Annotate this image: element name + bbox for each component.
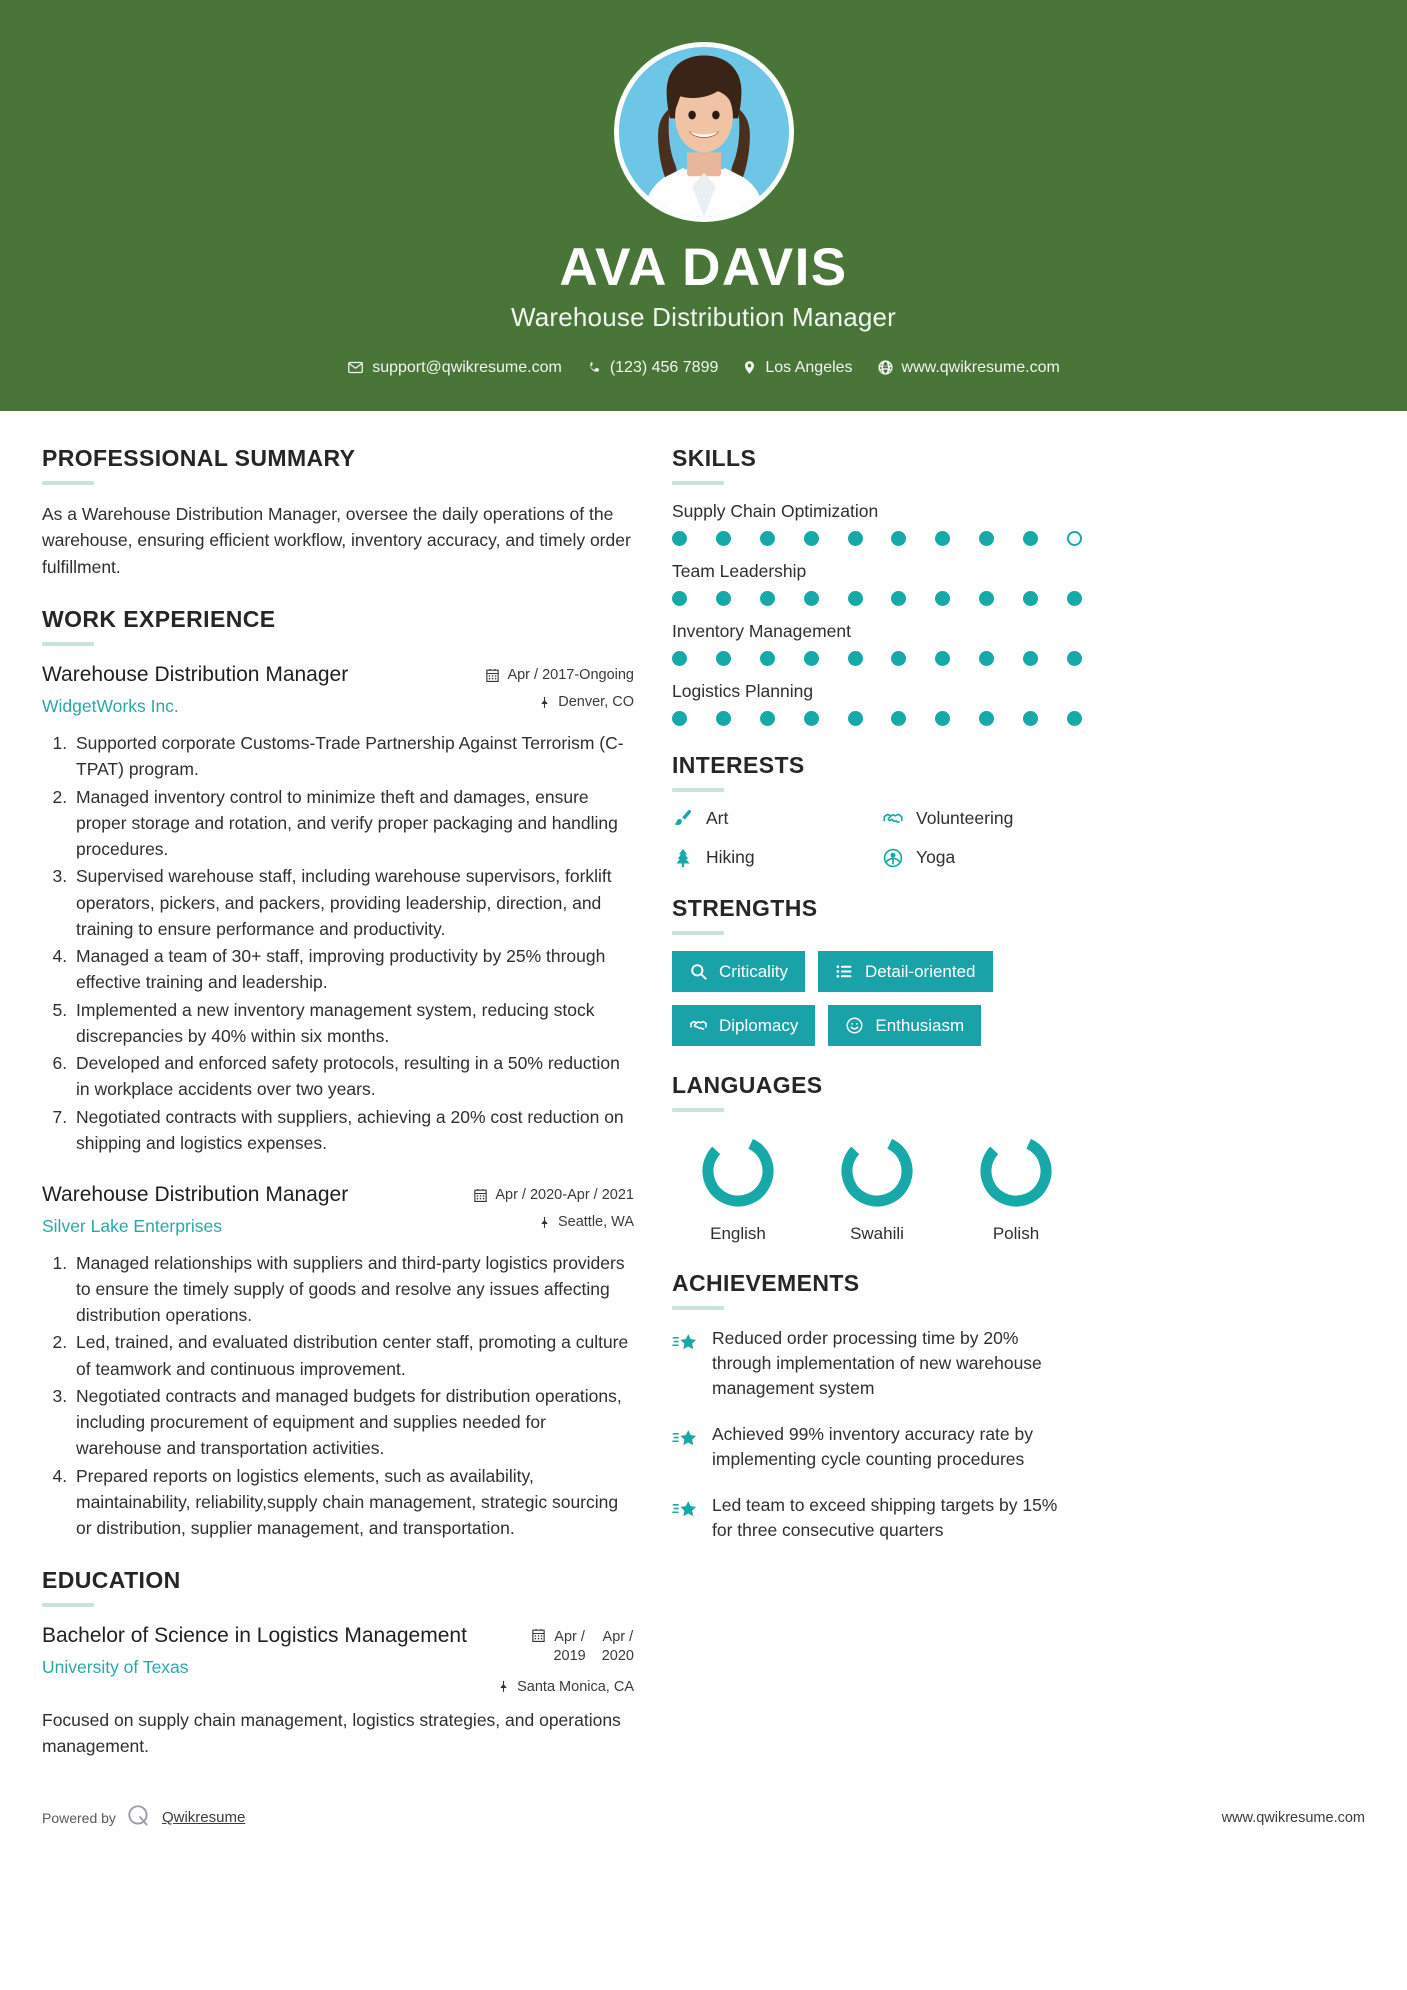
skill-rating [672,531,1082,546]
skill-dot [672,711,687,726]
work-bullet: 1. Supported corporate Customs-Trade Partnership Against Terrorism (C-TPAT) program. [72,730,634,783]
work-location-text: Seattle, WA [557,1214,634,1231]
calendar-icon [531,1628,546,1647]
interest-item [882,847,1082,869]
skill-dot [848,711,863,726]
footer-url: www.qwikresume.com [1221,1809,1365,1826]
interest-label: Hiking [706,847,755,868]
skill-dot [672,531,687,546]
pin-icon [538,695,551,710]
education-entry-list [42,1623,634,1759]
achievement-item [672,1422,1082,1473]
skill-item [672,621,1082,666]
skill-dot [1023,651,1038,666]
language-item [817,1132,937,1244]
section-title-interests: INTERESTS [672,751,805,778]
interest-label: Yoga [916,847,956,868]
globe-icon [877,359,894,376]
language-progress-ring [956,1132,1076,1210]
section-rule [42,481,94,485]
work-bullet: 2. Managed inventory control to minimize theft and damages, ensure proper storage and rotation, and verify proper packaging and handling procedures. [72,784,634,863]
skill-item [672,681,1082,726]
work-entry-main [42,1182,459,1237]
qwikresume-logo-icon [126,1803,152,1832]
strength-label: Criticality [719,961,788,981]
skill-dot [804,711,819,726]
education-date-start: Apr / 2019 [553,1629,586,1664]
work-entry-header [42,662,634,717]
skill-dot [848,531,863,546]
language-progress-ring [678,1132,798,1210]
section-title-skills: SKILLS [672,444,757,471]
skill-dot [1023,711,1038,726]
shooting-star-icon [672,1422,698,1451]
achievement-item [672,1493,1082,1544]
skill-dot [716,531,731,546]
phone-icon [586,360,602,376]
work-company[interactable]: Silver Lake Enterprises [42,1215,222,1236]
work-date [473,1187,634,1203]
skill-name: Logistics Planning [672,680,814,701]
section-title-strengths: STRENGTHS [672,894,818,921]
skill-dot [1067,591,1082,606]
skill-dot [760,651,775,666]
skill-dot [935,651,950,666]
candidate-name: AVA DAVIS [559,238,848,297]
work-location [473,1214,634,1230]
education-date-end: Apr / 2020 [601,1629,634,1664]
map-pin-icon [742,359,757,376]
section-rule [672,788,724,792]
list-icon [835,962,854,981]
skill-dot [1067,651,1082,666]
skill-dot [760,591,775,606]
resume-footer [0,1793,1407,1854]
interest-item [672,847,872,869]
strength-list [672,951,1082,1046]
language-item [956,1132,1076,1244]
education-location [497,1679,634,1695]
language-progress-ring [817,1132,937,1210]
resume-body [0,411,1407,1786]
section-rule [42,642,94,646]
language-name: English [710,1223,766,1243]
skill-dot [1023,591,1038,606]
tree-icon [672,847,694,869]
work-bullet: 1. Managed relationships with suppliers and third-party logistics providers to ensure the timely supply of goods and resolve any issues affecting distribution operations. [72,1250,634,1329]
pin-icon [538,1215,551,1230]
skill-dot [979,651,994,666]
strength-chip[interactable] [828,1005,981,1046]
section-title-languages: LANGUAGES [672,1071,823,1098]
work-bullet: 2. Led, trained, and evaluated distribution center staff, promoting a culture of teamwork and continuous improvement. [72,1329,634,1382]
calendar-icon [473,1188,488,1203]
section-title-achievements: ACHIEVEMENTS [672,1269,860,1296]
skill-item [672,501,1082,546]
section-rule [672,1108,724,1112]
qwikresume-link[interactable]: Qwikresume [161,1809,246,1827]
section-rule [672,1306,724,1310]
handshake-icon [689,1016,708,1035]
education-entry-main [42,1623,483,1678]
skill-dot [1023,531,1038,546]
skill-name: Supply Chain Optimization [672,500,879,521]
right-column [672,445,1082,1570]
contact-website-text: www.qwikresume.com [901,358,1060,376]
achievement-list [672,1326,1082,1544]
section-languages [672,1072,1082,1244]
section-strengths [672,895,1082,1046]
achievement-item [672,1326,1082,1402]
education-date [497,1628,634,1664]
work-location [485,694,634,710]
section-education [42,1567,634,1759]
education-entry-meta [497,1623,634,1694]
section-rule [672,481,724,485]
work-entry [42,662,634,1156]
interest-list [672,808,1082,869]
section-work-experience [42,606,634,1541]
strength-chip[interactable] [672,951,805,992]
skill-dot [716,591,731,606]
language-name: Polish [992,1223,1040,1243]
work-bullet: 5. Implemented a new inventory management system, reducing stock discrepancies by 40% within six months. [72,997,634,1050]
contact-row [0,359,1407,377]
calendar-icon [485,668,500,683]
skill-dot [804,591,819,606]
skill-dot [891,651,906,666]
resume-header [0,0,1407,411]
skill-dot [848,591,863,606]
left-column [42,445,634,1786]
contact-phone[interactable] [580,359,725,377]
yoga-icon [882,847,904,869]
skill-item [672,561,1082,606]
section-interests [672,752,1082,869]
skill-dot [672,591,687,606]
powered-by-label: Powered by [42,1809,116,1826]
skill-dot [1067,711,1082,726]
skill-dot [935,531,950,546]
strength-label: Diplomacy [719,1015,799,1035]
section-rule [672,931,724,935]
contact-phone-text: (123) 456 7899 [609,358,719,376]
education-degree: Bachelor of Science in Logistics Management [42,1624,467,1648]
pin-icon [497,1679,510,1694]
education-date-range [553,1628,634,1664]
interest-label: Art [706,808,729,829]
summary-text: As a Warehouse Distribution Manager, oversee the daily operations of the warehouse, ensuring efficient workflow, inventory accuracy, and timely order fulfillment. [42,503,631,577]
skill-dot [891,591,906,606]
skill-list [672,501,1082,726]
work-date [485,667,634,683]
interest-item [672,808,872,830]
work-date-text: Apr / 2017-Ongoing [507,667,634,684]
skill-dot [760,531,775,546]
work-bullet: 7. Negotiated contracts with suppliers, achieving a 20% cost reduction on shipping and logistics expenses. [72,1104,634,1157]
powered-by [42,1803,245,1832]
section-skills [672,445,1082,726]
skill-dot [935,591,950,606]
smiley-icon [845,1016,864,1035]
language-list [672,1128,1082,1244]
work-entry [42,1182,634,1541]
strength-label: Detail-oriented [864,961,976,981]
language-item [678,1132,798,1244]
education-location-text: Santa Monica, CA [517,1678,634,1695]
search-icon [689,962,708,981]
work-bullet: 3. Supervised warehouse staff, including warehouse supervisors, forklift operators, pickers, and packers, providing leadership, direction, and training to ensure performance and productivity. [72,863,634,942]
contact-email[interactable] [341,359,568,377]
section-title-education: EDUCATION [42,1567,181,1594]
work-bullet-list [42,1250,634,1542]
work-bullet-list [42,730,634,1156]
work-role: Warehouse Distribution Manager [42,1183,349,1207]
skill-dot [672,651,687,666]
work-date-text: Apr / 2020-Apr / 2021 [495,1187,634,1204]
work-role: Warehouse Distribution Manager [42,663,349,687]
section-title-work: WORK EXPERIENCE [42,606,276,633]
work-bullet: 4. Prepared reports on logistics elements, such as availability, maintainability, reliability,supply chain management, strategic sourcing or distribution, supplier management, and transportation. [72,1463,634,1542]
education-entry-header [42,1623,634,1694]
interest-item [882,808,1082,830]
work-entry-header [42,1182,634,1237]
work-bullet: 6. Developed and enforced safety protocols, resulting in a 50% reduction in workplace accidents over two years. [72,1050,634,1103]
work-bullet: 4. Managed a team of 30+ staff, improving productivity by 25% through effective training and leadership. [72,943,634,996]
achievement-text: Achieved 99% inventory accuracy rate by implementing cycle counting procedures [712,1423,1033,1470]
language-name: Swahili [850,1223,904,1243]
achievement-text: Reduced order processing time by 20% through implementation of new warehouse management system [712,1327,1042,1399]
skill-dot [716,711,731,726]
skill-dot [891,531,906,546]
avatar-photo [619,47,789,217]
education-school[interactable]: University of Texas [42,1657,189,1677]
work-company[interactable]: WidgetWorks Inc. [42,696,179,717]
skill-dot [891,711,906,726]
education-description: Focused on supply chain management, logistics strategies, and operations management. [42,1709,621,1756]
skill-rating [672,711,1082,726]
education-entry [42,1623,634,1759]
skill-dot [848,651,863,666]
skill-dot [760,711,775,726]
skill-rating [672,591,1082,606]
contact-location-text: Los Angeles [765,358,853,376]
skill-rating [672,651,1082,666]
strength-chip[interactable] [818,951,993,992]
skill-dot [716,651,731,666]
work-location-text: Denver, CO [558,694,634,711]
work-entry-main [42,662,471,717]
avatar [614,42,794,222]
skill-dot [1067,531,1082,546]
strength-label: Enthusiasm [875,1015,965,1035]
skill-dot [979,711,994,726]
skill-dot [979,531,994,546]
candidate-job-title: Warehouse Distribution Manager [510,301,897,332]
strength-chip[interactable] [672,1005,815,1046]
work-bullet: 3. Negotiated contracts and managed budgets for distribution operations, including procurement of equipment and supplies needed for warehouse and transportation activities. [72,1383,634,1462]
shooting-star-icon [672,1326,698,1355]
contact-website[interactable] [871,359,1066,377]
skill-name: Team Leadership [672,560,807,581]
section-achievements [672,1270,1082,1544]
achievement-text: Led team to exceed shipping targets by 15% for three consecutive quarters [712,1494,1058,1540]
skill-dot [935,711,950,726]
skill-dot [804,531,819,546]
section-title-summary: PROFESSIONAL SUMMARY [42,444,356,471]
skill-dot [979,591,994,606]
work-entry-meta [473,1182,634,1230]
section-professional-summary [42,445,634,581]
skill-dot [804,651,819,666]
work-entry-list [42,662,634,1541]
handshake-icon [882,808,904,830]
contact-location [736,359,858,377]
section-rule [42,1603,94,1607]
skill-name: Inventory Management [672,620,851,641]
contact-email-text: support@qwikresume.com [372,358,562,376]
interest-label: Volunteering [916,808,1014,829]
work-entry-meta [485,662,634,710]
shooting-star-icon [672,1493,698,1522]
envelope-icon [347,359,364,376]
paintbrush-icon [672,808,694,830]
